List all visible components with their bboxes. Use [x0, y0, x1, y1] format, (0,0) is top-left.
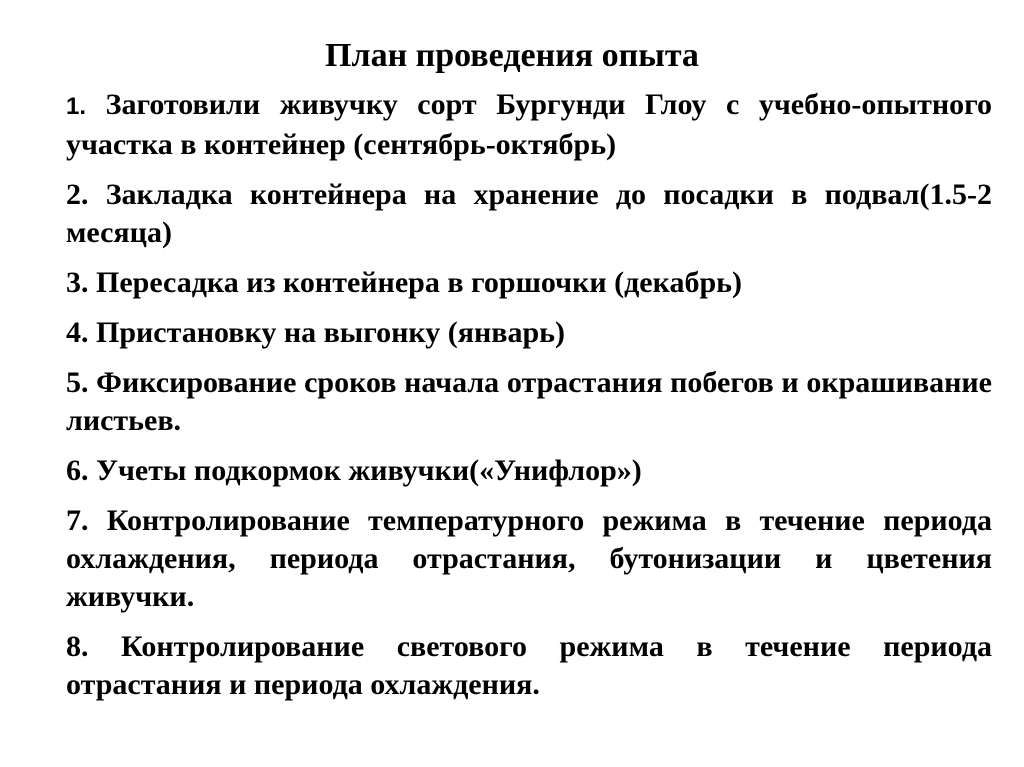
plan-list: [66, 86, 992, 716]
list-item: [66, 314, 992, 352]
list-item: [66, 452, 992, 490]
list-item: [66, 176, 992, 252]
item-text: 5. Фиксирование сроков начала отрастания побегов и окрашивание листьев.: [66, 366, 992, 437]
item-text: 2. Закладка контейнера на хранение до посадки в подвал(1.5-2 месяца): [66, 178, 992, 249]
item-text: 8. Контролирование светового режима в течение периода отрастания и периода охлаждения.: [66, 630, 992, 701]
list-item: [66, 86, 992, 164]
list-item: [66, 628, 992, 704]
list-item: [66, 364, 992, 440]
list-item: [66, 264, 992, 302]
item-number: 1.: [66, 93, 87, 120]
item-text: 7. Контролирование температурного режима в течение периода охлаждения, периода отрастания, бутонизации и цветения живучки.: [66, 504, 992, 613]
list-item: [66, 502, 992, 616]
slide-title: План проведения опыта: [325, 37, 699, 74]
item-text: 4. Пристановку на выгонку (январь): [66, 316, 565, 349]
item-text: Заготовили живучку сорт Бургунди Глоу с учебно-опытного участка в контейнер (сентябрь-октябрь): [66, 88, 992, 161]
item-text: 6. Учеты подкормок живучки(«Унифлор»): [66, 454, 642, 487]
item-text: 3. Пересадка из контейнера в горшочки (декабрь): [66, 266, 742, 299]
